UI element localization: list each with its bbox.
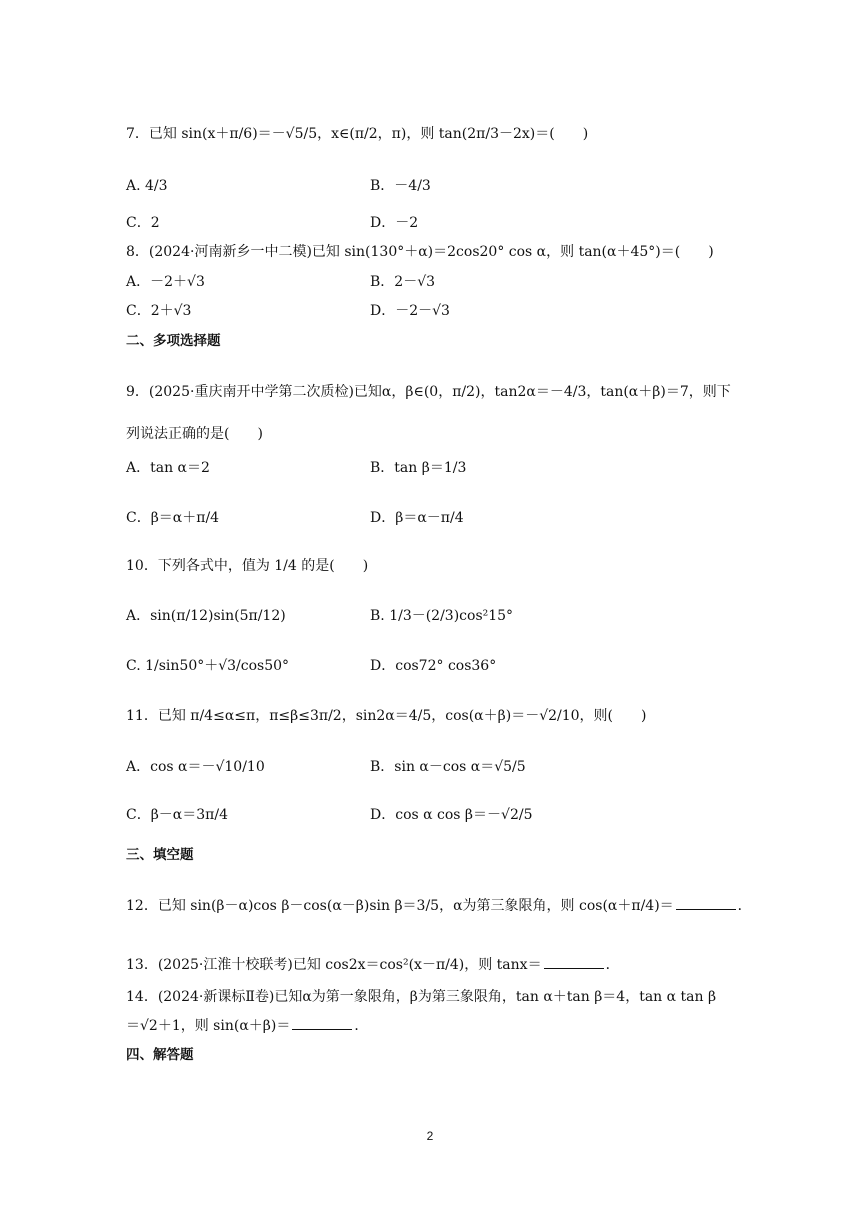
q11-option-a: A．cos α＝－√10/10 bbox=[126, 759, 265, 775]
answer-blank bbox=[676, 897, 736, 910]
question-14-text: ＝√2＋1，则 sin(α＋β)＝ bbox=[126, 1018, 291, 1034]
q9-option-b: B．tan β＝1/3 bbox=[370, 460, 467, 476]
question-12 bbox=[126, 896, 752, 916]
q10-option-b: B. 1/3－(2/3)cos²15° bbox=[370, 608, 514, 624]
question-8: 8．(2024·河南新乡一中二模)已知 sin(130°＋α)＝2cos20° cos α，则 tan(α＋45°)＝( ) bbox=[126, 244, 714, 260]
q9-option-a: A．tan α＝2 bbox=[126, 460, 210, 476]
q7-option-a: A. 4/3 bbox=[126, 178, 168, 194]
q7-option-c: C．2 bbox=[126, 215, 160, 231]
question-14: 14．(2024·新课标Ⅱ卷)已知α为第一象限角，β为第三象限角，tan α＋tan β＝4，tan α tan β bbox=[126, 989, 717, 1005]
question-11: 11．已知 π/4≤α≤π，π≤β≤3π/2，sin2α＝4/5，cos(α＋β)＝－√2/10，则( ) bbox=[126, 708, 647, 724]
q10-option-a: A．sin(π/12)sin(5π/12) bbox=[126, 608, 286, 624]
q8-option-d: D．－2－√3 bbox=[370, 303, 450, 319]
question-13-text: 13．(2025·江淮十校联考)已知 cos2x＝cos²(x－π/4)，则 tanx＝ bbox=[126, 957, 542, 973]
q9-option-d: D．β＝α－π/4 bbox=[370, 510, 464, 526]
q7-option-b: B．－4/3 bbox=[370, 178, 431, 194]
question-7: 7．已知 sin(x＋π/6)＝－√5/5，x∈(π/2，π)，则 tan(2π/3－2x)＝( ) bbox=[126, 126, 589, 142]
question-14-continued bbox=[126, 1016, 368, 1036]
q7-option-d: D．－2 bbox=[370, 215, 419, 231]
q9-option-c: C．β＝α＋π/4 bbox=[126, 510, 220, 526]
period: ． bbox=[354, 1018, 369, 1034]
section-answer-questions: 四、解答题 bbox=[126, 1047, 194, 1063]
q8-option-b: B．2－√3 bbox=[370, 274, 436, 290]
answer-blank bbox=[544, 956, 604, 969]
q10-option-c: C. 1/sin50°＋√3/cos50° bbox=[126, 658, 290, 674]
q10-option-d: D．cos72° cos36° bbox=[370, 658, 497, 674]
question-9: 9．(2025·重庆南开中学第二次质检)已知α，β∈(0，π/2)，tan2α＝－4/3，tan(α＋β)＝7，则下 bbox=[126, 384, 731, 400]
period: ． bbox=[737, 898, 752, 914]
question-10: 10．下列各式中，值为 1/4 的是( ) bbox=[126, 558, 369, 574]
q11-option-b: B．sin α－cos α＝√5/5 bbox=[370, 759, 526, 775]
section-fill-in: 三、填空题 bbox=[126, 847, 194, 863]
q11-option-d: D．cos α cos β＝－√2/5 bbox=[370, 807, 533, 823]
question-12-text: 12．已知 sin(β－α)cos β－cos(α－β)sin β＝3/5，α为第三象限角，则 cos(α＋π/4)＝ bbox=[126, 898, 674, 914]
q11-option-c: C．β－α＝3π/4 bbox=[126, 807, 228, 823]
q8-option-c: C．2＋√3 bbox=[126, 303, 192, 319]
q8-option-a: A．－2＋√3 bbox=[126, 274, 205, 290]
question-9-continued: 列说法正确的是( ) bbox=[126, 426, 263, 442]
section-multiple-choice: 二、多项选择题 bbox=[126, 333, 221, 349]
page-number: 2 bbox=[426, 1129, 434, 1143]
answer-blank bbox=[292, 1017, 352, 1030]
question-13 bbox=[126, 955, 620, 975]
period: ． bbox=[605, 957, 620, 973]
